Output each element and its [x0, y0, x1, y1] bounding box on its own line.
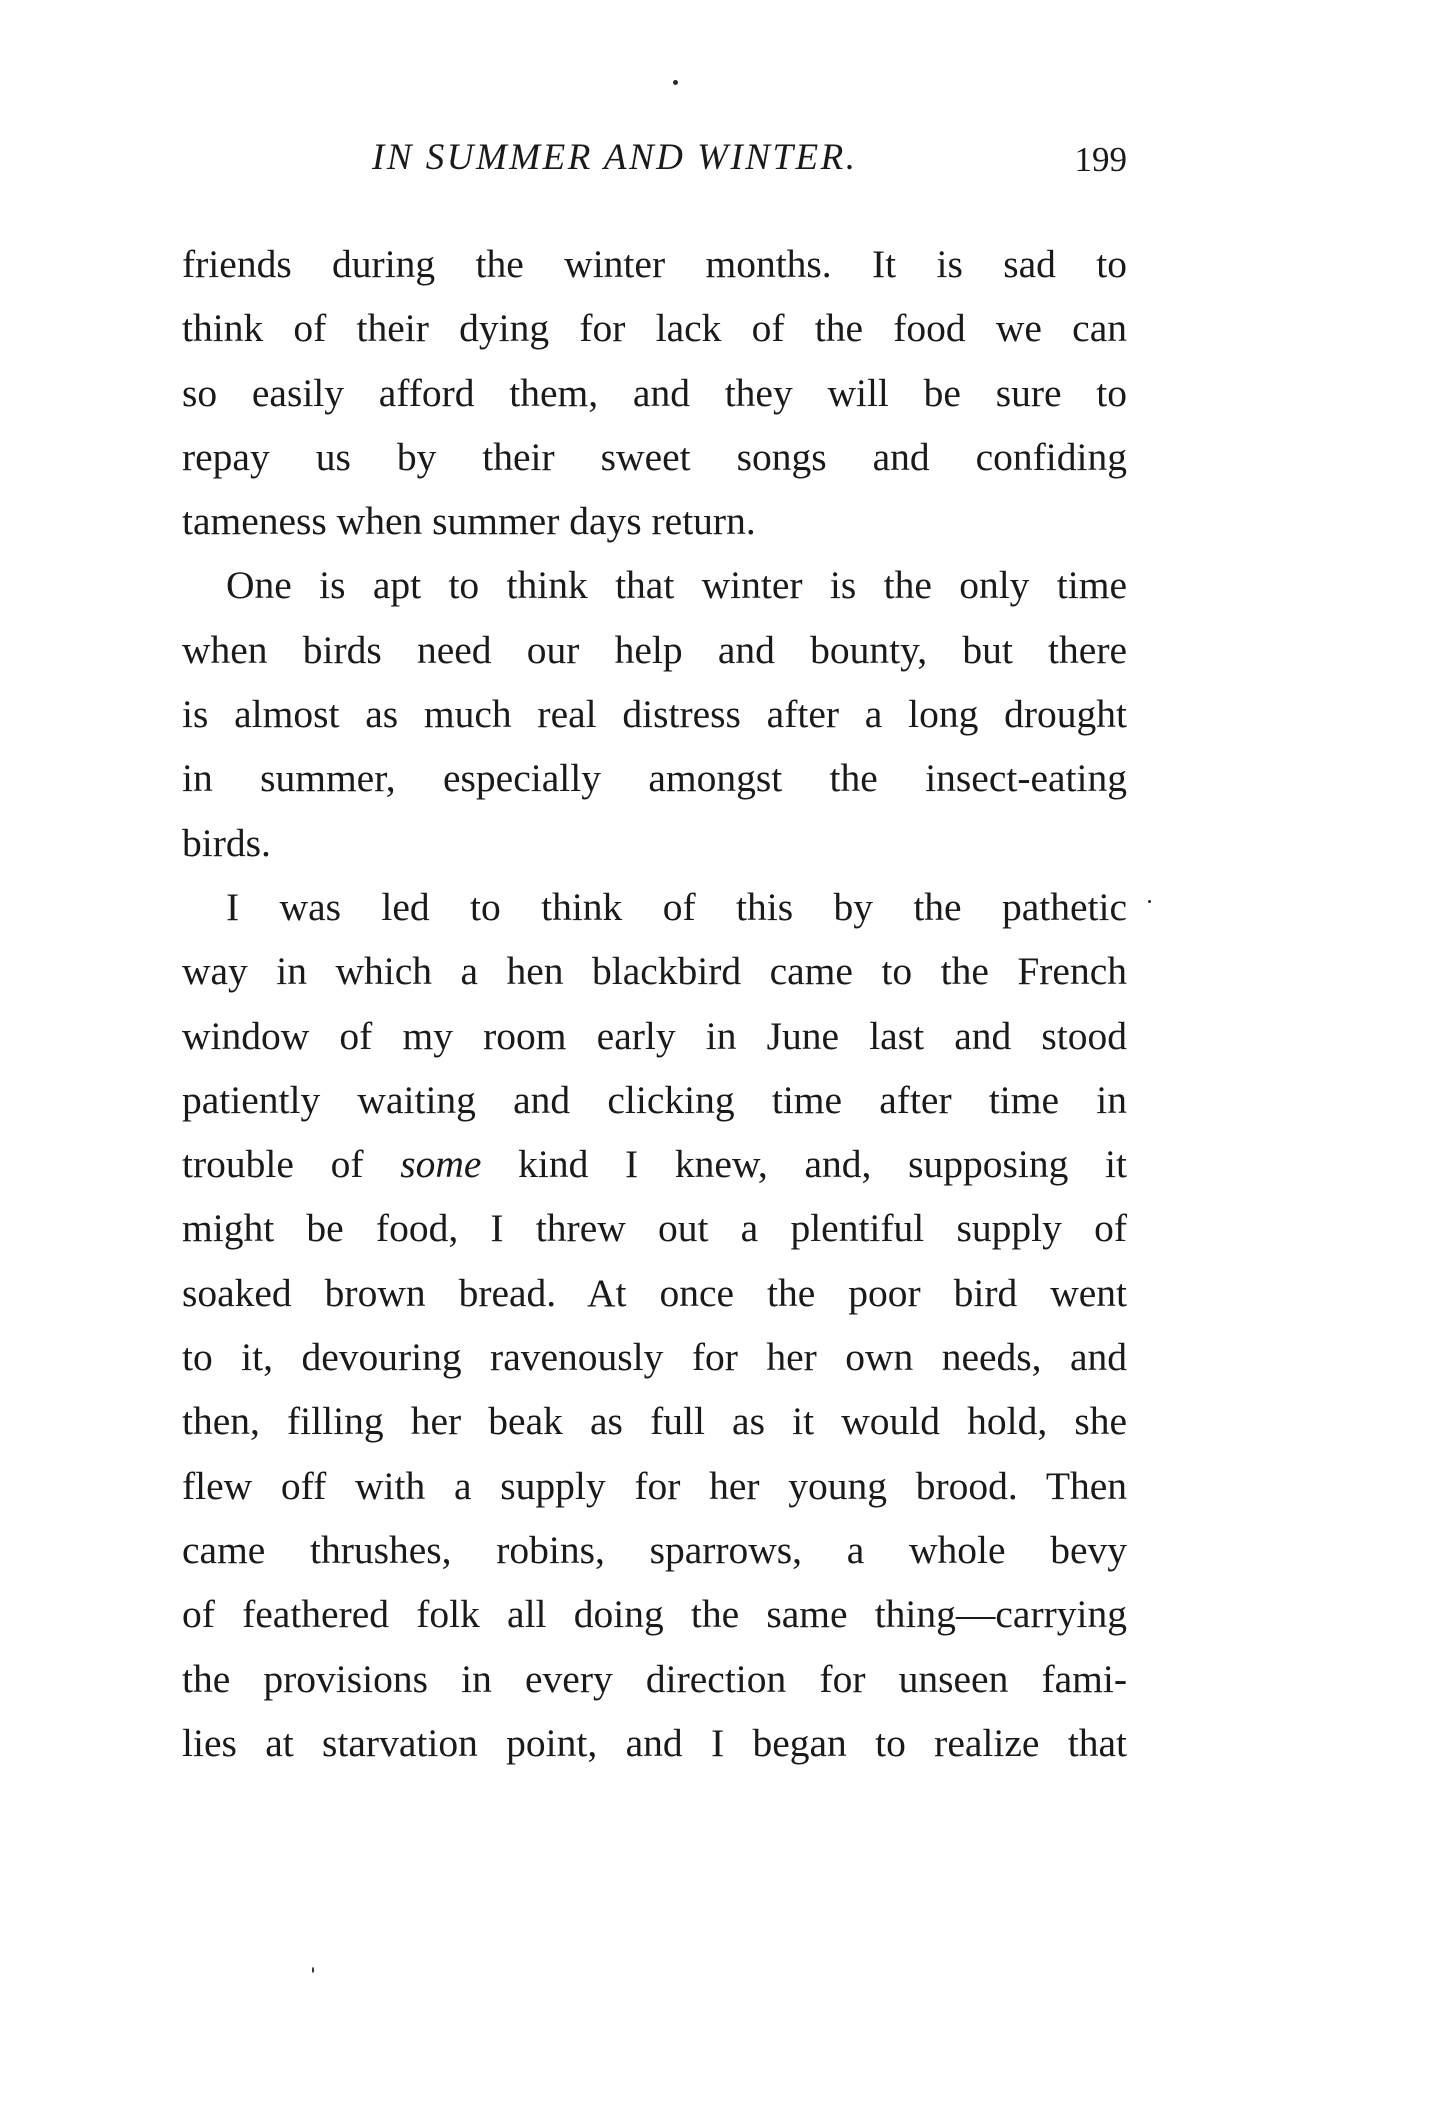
ink-speck [1148, 900, 1151, 903]
text-line: is almost as much real distress after a long drought [182, 692, 1127, 737]
text-line: to it, devouring ravenously for her own needs, and [182, 1335, 1127, 1380]
text-line: friends during the winter months. It is sad to [182, 242, 1127, 286]
text-line: think of their dying for lack of the food we can [182, 306, 1127, 351]
text-line [182, 1132, 1127, 1196]
text-line: of feathered folk all doing the same thing—carrying [182, 1592, 1127, 1637]
paragraph-1 [182, 232, 1127, 553]
text-line: One is apt to think that winter is the only time [226, 563, 1127, 608]
text-line: might be food, I threw out a plentiful supply of [182, 1206, 1127, 1251]
page-number: 199 [1074, 140, 1127, 179]
text-line: tameness when summer days return. [182, 499, 756, 544]
text-line: I was led to think of this by the pathetic [226, 884, 1127, 929]
running-head: IN SUMMER AND WINTER. [372, 137, 858, 178]
text-line: soaked brown bread. At once the poor bird went [182, 1270, 1127, 1315]
text-segment: kind I knew, and, supposing it [481, 1142, 1127, 1187]
text-line: when birds need our help and bounty, but there [182, 627, 1127, 672]
text-line: repay us by their sweet songs and confiding [182, 434, 1127, 479]
text-segment: trouble of [182, 1142, 401, 1187]
page-header [182, 136, 1127, 192]
text-line: patiently waiting and clicking time after time in [182, 1077, 1127, 1122]
text-line: lies at starvation point, and I began to realize that [182, 1720, 1127, 1765]
text-line: way in which a hen blackbird came to the French [182, 949, 1127, 994]
ink-speck [312, 1967, 314, 1973]
text-line: so easily afford them, and they will be sure to [182, 370, 1127, 415]
page-body [182, 232, 1127, 1775]
paragraph-3 [182, 875, 1127, 1775]
text-line: then, filling her beak as full as it would hold, she [182, 1399, 1127, 1444]
paragraph-2 [182, 553, 1127, 874]
text-line: window of my room early in June last and stood [182, 1013, 1127, 1058]
text-line: the provisions in every direction for unseen fami- [182, 1656, 1127, 1701]
text-line: flew off with a supply for her young brood. Then [182, 1463, 1127, 1508]
italic-emphasis: some [400, 1142, 482, 1187]
text-line: in summer, especially amongst the insect-eating [182, 756, 1127, 801]
text-line: came thrushes, robins, sparrows, a whole bevy [182, 1527, 1127, 1572]
ink-speck [673, 80, 678, 85]
text-line: birds. [182, 820, 271, 865]
